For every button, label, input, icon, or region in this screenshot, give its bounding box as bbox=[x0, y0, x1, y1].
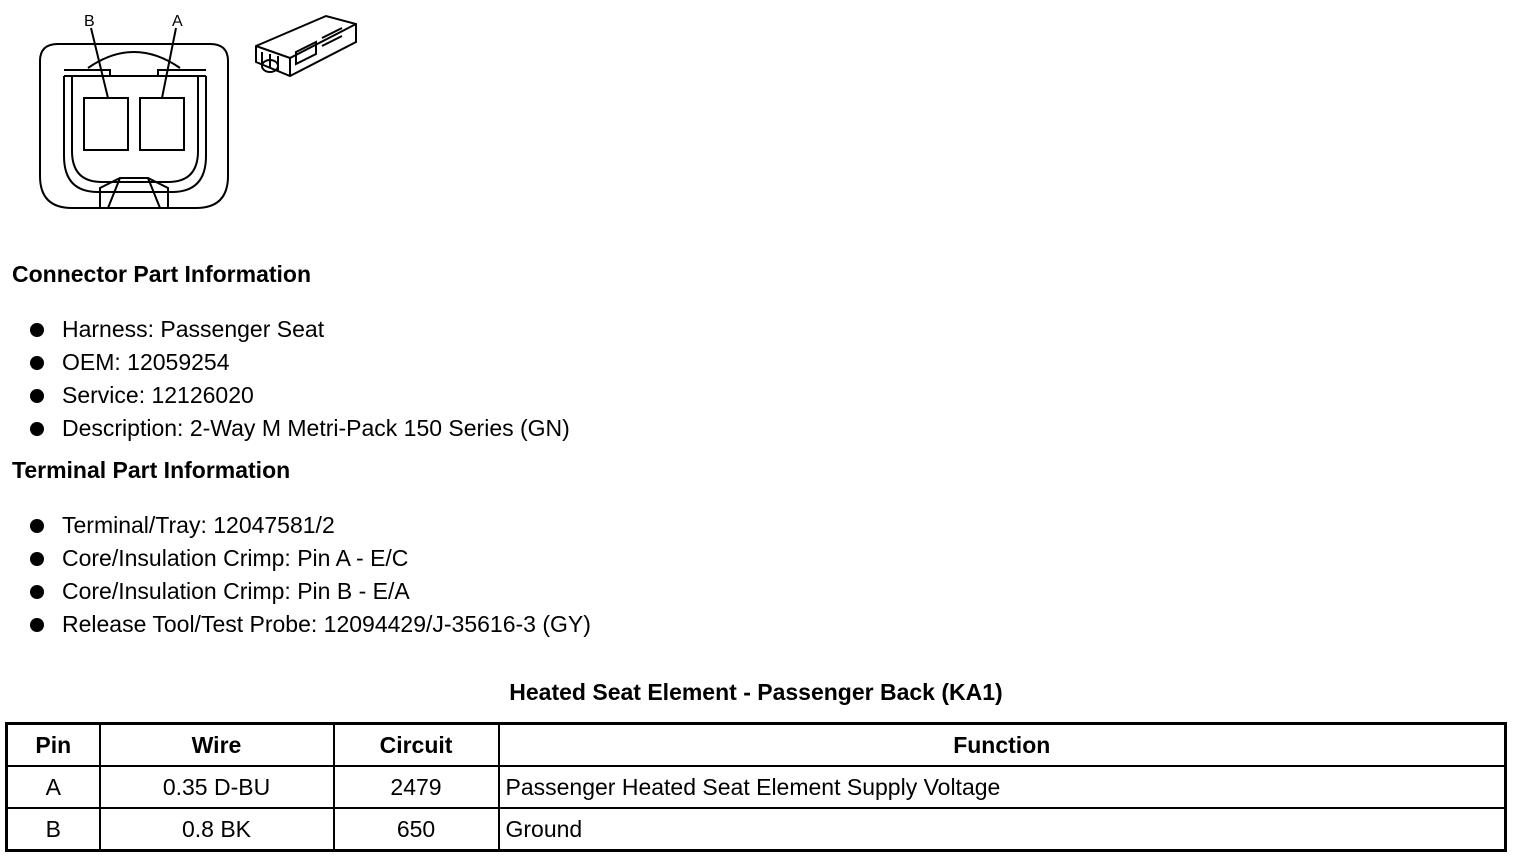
oem-text: OEM: 12059254 bbox=[62, 349, 230, 375]
header-pin: Pin bbox=[7, 724, 100, 767]
header-function: Function bbox=[499, 724, 1506, 767]
bullet-icon bbox=[30, 585, 44, 599]
crimp-a-text: Core/Insulation Crimp: Pin A - E/C bbox=[62, 545, 409, 571]
bullet-icon bbox=[30, 422, 44, 436]
cell-function: Ground bbox=[499, 808, 1506, 851]
bullet-icon bbox=[30, 356, 44, 370]
list-item bbox=[28, 313, 570, 346]
bullet-icon bbox=[30, 389, 44, 403]
list-item bbox=[28, 379, 570, 412]
list-item bbox=[28, 608, 591, 641]
pinout-table bbox=[5, 722, 1507, 852]
list-item bbox=[28, 509, 591, 542]
cell-function: Passenger Heated Seat Element Supply Voltage bbox=[499, 766, 1506, 808]
list-item bbox=[28, 346, 570, 379]
bullet-icon bbox=[30, 552, 44, 566]
header-wire: Wire bbox=[100, 724, 334, 767]
description-text: Description: 2-Way M Metri-Pack 150 Series (GN) bbox=[62, 415, 570, 441]
service-text: Service: 12126020 bbox=[62, 382, 254, 408]
cell-circuit: 650 bbox=[334, 808, 499, 851]
bullet-icon bbox=[30, 618, 44, 632]
pin-label-b: B bbox=[84, 13, 95, 30]
terminal-tray-text: Terminal/Tray: 12047581/2 bbox=[62, 512, 335, 538]
table-header-row bbox=[7, 724, 1506, 767]
bullet-icon bbox=[30, 323, 44, 337]
list-item bbox=[28, 542, 591, 575]
header-circuit: Circuit bbox=[334, 724, 499, 767]
connector-info-list bbox=[28, 313, 570, 445]
release-tool-text: Release Tool/Test Probe: 12094429/J-35616-3 (GY) bbox=[62, 611, 591, 637]
harness-text: Harness: Passenger Seat bbox=[62, 316, 325, 342]
pin-label-a: A bbox=[172, 13, 183, 30]
table-row bbox=[7, 808, 1506, 851]
connector-part-info-heading: Connector Part Information bbox=[12, 261, 312, 287]
connector-face-diagram bbox=[28, 6, 368, 216]
terminal-part-info-heading: Terminal Part Information bbox=[12, 457, 291, 483]
bullet-icon bbox=[30, 519, 44, 533]
cell-wire: 0.8 BK bbox=[100, 808, 334, 851]
cell-pin: B bbox=[7, 808, 100, 851]
table-row bbox=[7, 766, 1506, 808]
table-title: Heated Seat Element - Passenger Back (KA1) bbox=[509, 679, 1003, 705]
list-item bbox=[28, 575, 591, 608]
cell-pin: A bbox=[7, 766, 100, 808]
cell-circuit: 2479 bbox=[334, 766, 499, 808]
list-item bbox=[28, 412, 570, 445]
crimp-b-text: Core/Insulation Crimp: Pin B - E/A bbox=[62, 578, 410, 604]
terminal-info-list bbox=[28, 509, 591, 641]
cell-wire: 0.35 D-BU bbox=[100, 766, 334, 808]
